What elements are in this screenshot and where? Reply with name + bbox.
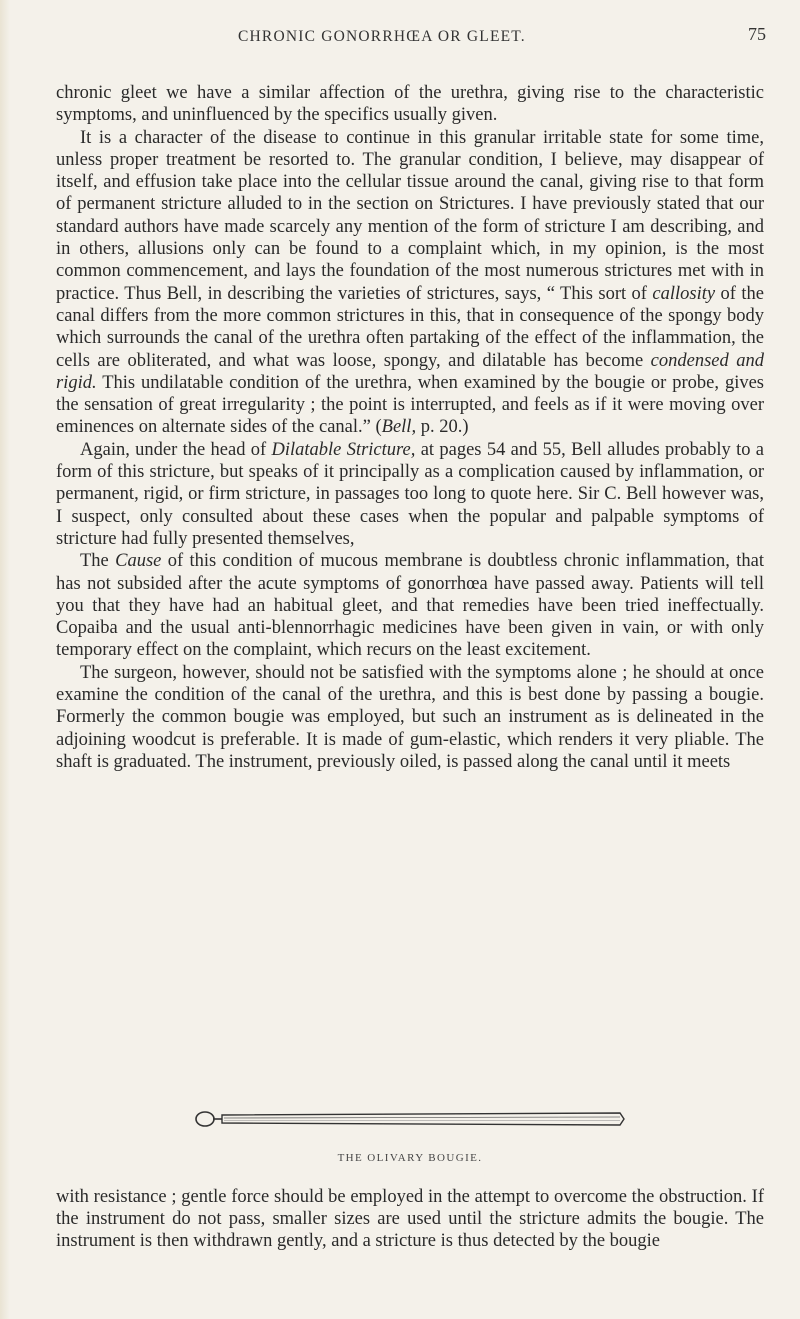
paragraph-3-text-b: at pages 54 and 55, Bell alludes probably to a form of this stricture, but speaks of it principally as a complication caused by inflammation, or permanent, rigid, or firm stricture, in passages too long to quote here. Sir C. Bell however was, I suspect, only consulted about these cases when the popular and palpable symptoms of stricture had fully presented themselves, (56, 439, 764, 549)
italic-cause: Cause (115, 551, 162, 572)
paragraph-1 (56, 82, 764, 127)
paragraph-6-text: with resistance ; gentle force should be employed in the attempt to overcome the obstruction. If the instrument do not pass, smaller sizes are used until the stricture admits the bougie. The instrument is then withdrawn gently, and a stricture is thus detected by the bougie (56, 1187, 764, 1251)
paragraph-2-text-c: This undilatable condition of the urethra, when examined by the bougie or probe, gives the sensation of great irregularity ; the point is interrupted, and feels as if it were moving over eminences on alternate sides of the canal.” ( (56, 372, 764, 438)
bougie-olive-tip (196, 1112, 214, 1126)
running-head: CHRONIC GONORRHŒA OR GLEET. (238, 28, 526, 45)
paragraph-2 (56, 127, 764, 439)
paragraph-3-text-a: Again, under the head of (80, 439, 272, 460)
figure-caption: THE OLIVARY BOUGIE. (337, 1152, 483, 1164)
page-header (0, 0, 800, 60)
paragraph-2-text-a: It is a character of the disease to continue in this granular irritable state for some time, unless proper treatment be resorted to. The granular condition, I believe, may disappear of itself, and effusion take place into the cellular tissue around the canal, giving rise to that form of permanent stricture alluded to in the section on Strictures. I have previously stated that our standard authors have made scarcely any mention of the form of stricture I am describing, and in others, allusions only can be found to a complaint which, in my opinion, is the most common commencement, and lays the foundation of the most numerous strictures met with in practice. Thus Bell, in describing the varieties of strictures, says, “ This sort of (56, 127, 764, 304)
paragraph-2-text-b: of the canal differs from the more common strictures in this, that in consequence of the spongy body which surrounds the canal of the urethra often partaking of the effect of the inflammation, the cells are obliterated, and what was loose, spongy, and dilatable has become (56, 283, 764, 371)
olivary-bougie-illustration (192, 1106, 632, 1132)
paragraph-4 (56, 550, 764, 661)
italic-dilatable-stricture: Dilatable Stricture, (271, 439, 416, 460)
paragraph-2-text-d: p. 20.) (416, 417, 469, 438)
paragraph-1-text: chronic gleet we have a similar affection of the urethra, giving rise to the characteristic symptoms, and uninfluenced by the specifics usually given. (56, 83, 764, 126)
paragraph-4-text-b: of this condition of mucous membrane is doubtless chronic inflammation, that has not subsided after the acute symptoms of gonorrhœa have passed away. Patients will tell you that they have had an habitual gleet, and that remedies have been tried ineffectually. Copaiba and the usual anti-blennorrhagic medicines have been given in vain, or with only temporary effect on the complaint, which recurs on the least excitement. (56, 551, 765, 661)
paragraph-5-text: The surgeon, however, should not be satisfied with the symptoms alone ; he should at once examine the condition of the canal of the urethra, and this is best done by passing a bougie. Formerly the common bougie was employed, but such an instrument as is delineated in the adjoining woodcut is preferable. It is made of gum-elastic, which renders it very pliable. The shaft is graduated. The instrument, previously oiled, is passed along the canal until it meets (56, 662, 764, 772)
paragraph-6 (56, 1186, 764, 1252)
paragraph-3 (56, 439, 764, 550)
page-gutter-edge (0, 0, 10, 1319)
italic-callosity: callosity (652, 283, 716, 304)
paragraph-5 (56, 662, 764, 773)
continued-text (56, 1186, 764, 1252)
bougie-shaft (222, 1113, 624, 1125)
bougie-figure (56, 1106, 764, 1176)
bougie-shaft-highlight (224, 1117, 620, 1118)
italic-bell-citation: Bell, (381, 417, 417, 438)
page-number: 75 (748, 24, 766, 44)
paragraph-4-text-a: The (80, 551, 116, 572)
italic-condensed-rigid: condensed and rigid. (56, 350, 764, 393)
main-text (56, 82, 764, 773)
